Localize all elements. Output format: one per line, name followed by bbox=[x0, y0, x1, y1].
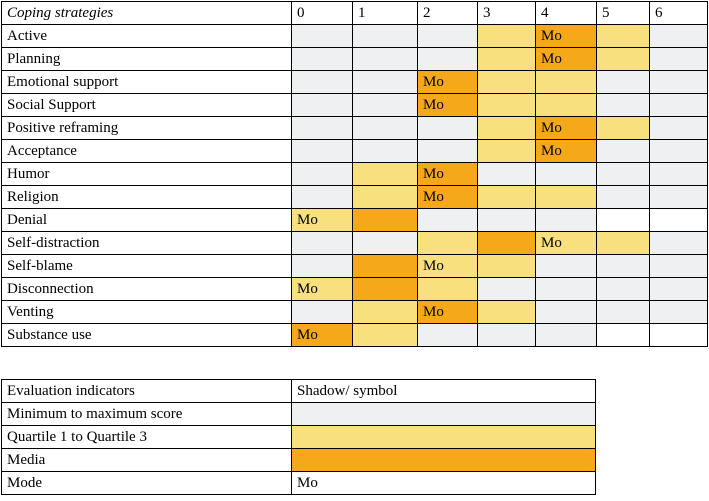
strategy-label: Positive reframing bbox=[2, 117, 292, 140]
legend-row bbox=[2, 403, 596, 426]
score-cell bbox=[478, 71, 536, 94]
score-cell bbox=[478, 25, 536, 48]
table-row bbox=[2, 278, 708, 301]
coping-strategies-table bbox=[1, 1, 708, 347]
score-cell: Mo bbox=[536, 232, 597, 255]
score-cell bbox=[478, 278, 536, 301]
score-cell: Mo bbox=[536, 25, 597, 48]
strategy-label: Denial bbox=[2, 209, 292, 232]
legend-label: Mode bbox=[2, 472, 292, 495]
legend-label: Quartile 1 to Quartile 3 bbox=[2, 426, 292, 449]
score-cell bbox=[478, 209, 536, 232]
score-cell bbox=[292, 117, 353, 140]
score-cell bbox=[353, 25, 418, 48]
score-cell bbox=[597, 71, 650, 94]
score-cell bbox=[597, 48, 650, 71]
legend-header-label: Evaluation indicators bbox=[2, 380, 292, 403]
score-cell bbox=[418, 117, 478, 140]
evaluation-indicators-legend bbox=[1, 379, 596, 495]
score-cell bbox=[478, 48, 536, 71]
strategy-label: Self-blame bbox=[2, 255, 292, 278]
score-cell: Mo bbox=[292, 324, 353, 347]
table-row bbox=[2, 324, 708, 347]
score-cell bbox=[650, 324, 708, 347]
strategy-label: Planning bbox=[2, 48, 292, 71]
strategy-label: Emotional support bbox=[2, 71, 292, 94]
score-cell bbox=[536, 94, 597, 117]
score-cell bbox=[353, 94, 418, 117]
strategy-label: Acceptance bbox=[2, 140, 292, 163]
legend-row bbox=[2, 472, 596, 495]
strategy-label: Active bbox=[2, 25, 292, 48]
strategy-label: Religion bbox=[2, 186, 292, 209]
score-cell bbox=[353, 232, 418, 255]
score-cell bbox=[536, 163, 597, 186]
score-cell bbox=[650, 94, 708, 117]
score-cell bbox=[292, 255, 353, 278]
strategy-label: Venting bbox=[2, 301, 292, 324]
score-cell bbox=[418, 140, 478, 163]
score-cell bbox=[650, 209, 708, 232]
score-cell bbox=[292, 301, 353, 324]
table-row bbox=[2, 301, 708, 324]
table-row bbox=[2, 48, 708, 71]
legend-header-row bbox=[2, 380, 596, 403]
score-cell bbox=[536, 278, 597, 301]
header-scale-5: 5 bbox=[597, 2, 650, 25]
score-cell bbox=[536, 255, 597, 278]
score-cell: Mo bbox=[536, 140, 597, 163]
score-cell bbox=[650, 255, 708, 278]
score-cell bbox=[650, 25, 708, 48]
strategy-label: Social Support bbox=[2, 94, 292, 117]
score-cell bbox=[353, 186, 418, 209]
header-scale-6: 6 bbox=[650, 2, 708, 25]
table-row bbox=[2, 94, 708, 117]
score-cell bbox=[418, 209, 478, 232]
score-cell bbox=[597, 163, 650, 186]
strategy-label: Humor bbox=[2, 163, 292, 186]
score-cell bbox=[292, 25, 353, 48]
score-cell bbox=[597, 278, 650, 301]
legend-swatch bbox=[292, 426, 596, 449]
score-cell bbox=[478, 140, 536, 163]
table-header-row bbox=[2, 2, 708, 25]
score-cell bbox=[536, 324, 597, 347]
score-cell bbox=[292, 186, 353, 209]
score-cell bbox=[353, 140, 418, 163]
score-cell bbox=[597, 140, 650, 163]
score-cell bbox=[353, 71, 418, 94]
score-cell: Mo bbox=[292, 209, 353, 232]
score-cell: Mo bbox=[536, 48, 597, 71]
score-cell bbox=[597, 301, 650, 324]
table-row bbox=[2, 117, 708, 140]
score-cell bbox=[650, 163, 708, 186]
table-row bbox=[2, 232, 708, 255]
score-cell: Mo bbox=[418, 255, 478, 278]
score-cell: Mo bbox=[418, 163, 478, 186]
score-cell bbox=[418, 48, 478, 71]
score-cell: Mo bbox=[418, 301, 478, 324]
legend-header-value: Shadow/ symbol bbox=[292, 380, 596, 403]
score-cell bbox=[353, 117, 418, 140]
legend-row bbox=[2, 426, 596, 449]
score-cell bbox=[353, 48, 418, 71]
legend-swatch bbox=[292, 449, 596, 472]
score-cell bbox=[650, 301, 708, 324]
score-cell bbox=[650, 186, 708, 209]
score-cell bbox=[478, 117, 536, 140]
score-cell bbox=[478, 255, 536, 278]
score-cell bbox=[650, 48, 708, 71]
score-cell bbox=[292, 71, 353, 94]
score-cell bbox=[353, 255, 418, 278]
score-cell bbox=[353, 209, 418, 232]
header-scale-1: 1 bbox=[353, 2, 418, 25]
score-cell bbox=[597, 94, 650, 117]
table-row bbox=[2, 209, 708, 232]
header-scale-3: 3 bbox=[478, 2, 536, 25]
score-cell bbox=[597, 324, 650, 347]
score-cell bbox=[418, 232, 478, 255]
score-cell bbox=[536, 71, 597, 94]
score-cell bbox=[292, 94, 353, 117]
score-cell bbox=[418, 324, 478, 347]
header-scale-0: 0 bbox=[292, 2, 353, 25]
score-cell: Mo bbox=[292, 278, 353, 301]
score-cell bbox=[478, 232, 536, 255]
strategy-label: Self-distraction bbox=[2, 232, 292, 255]
table-row bbox=[2, 163, 708, 186]
score-cell bbox=[478, 163, 536, 186]
score-cell bbox=[650, 140, 708, 163]
score-cell bbox=[478, 186, 536, 209]
legend-row bbox=[2, 449, 596, 472]
score-cell bbox=[478, 94, 536, 117]
score-cell: Mo bbox=[418, 71, 478, 94]
score-cell bbox=[478, 324, 536, 347]
table-row bbox=[2, 25, 708, 48]
legend-swatch: Mo bbox=[292, 472, 596, 495]
score-cell bbox=[353, 324, 418, 347]
table-row bbox=[2, 140, 708, 163]
score-cell bbox=[597, 209, 650, 232]
header-coping-strategies: Coping strategies bbox=[2, 2, 292, 25]
score-cell: Mo bbox=[536, 117, 597, 140]
table-row bbox=[2, 71, 708, 94]
header-scale-4: 4 bbox=[536, 2, 597, 25]
score-cell bbox=[597, 255, 650, 278]
score-cell bbox=[650, 232, 708, 255]
legend-label: Minimum to maximum score bbox=[2, 403, 292, 426]
score-cell bbox=[353, 163, 418, 186]
score-cell bbox=[292, 163, 353, 186]
legend-label: Media bbox=[2, 449, 292, 472]
score-cell bbox=[536, 301, 597, 324]
score-cell bbox=[536, 209, 597, 232]
score-cell bbox=[418, 25, 478, 48]
strategy-label: Disconnection bbox=[2, 278, 292, 301]
score-cell bbox=[597, 186, 650, 209]
score-cell bbox=[597, 232, 650, 255]
score-cell bbox=[597, 25, 650, 48]
legend-swatch bbox=[292, 403, 596, 426]
table-row bbox=[2, 186, 708, 209]
score-cell bbox=[292, 140, 353, 163]
score-cell bbox=[418, 278, 478, 301]
score-cell: Mo bbox=[418, 94, 478, 117]
score-cell bbox=[353, 278, 418, 301]
table-row bbox=[2, 255, 708, 278]
score-cell bbox=[478, 301, 536, 324]
score-cell bbox=[292, 232, 353, 255]
strategy-label: Substance use bbox=[2, 324, 292, 347]
score-cell bbox=[650, 117, 708, 140]
score-cell bbox=[353, 301, 418, 324]
score-cell bbox=[650, 71, 708, 94]
score-cell bbox=[536, 186, 597, 209]
score-cell bbox=[597, 117, 650, 140]
score-cell bbox=[292, 48, 353, 71]
score-cell bbox=[650, 278, 708, 301]
score-cell: Mo bbox=[418, 186, 478, 209]
header-scale-2: 2 bbox=[418, 2, 478, 25]
